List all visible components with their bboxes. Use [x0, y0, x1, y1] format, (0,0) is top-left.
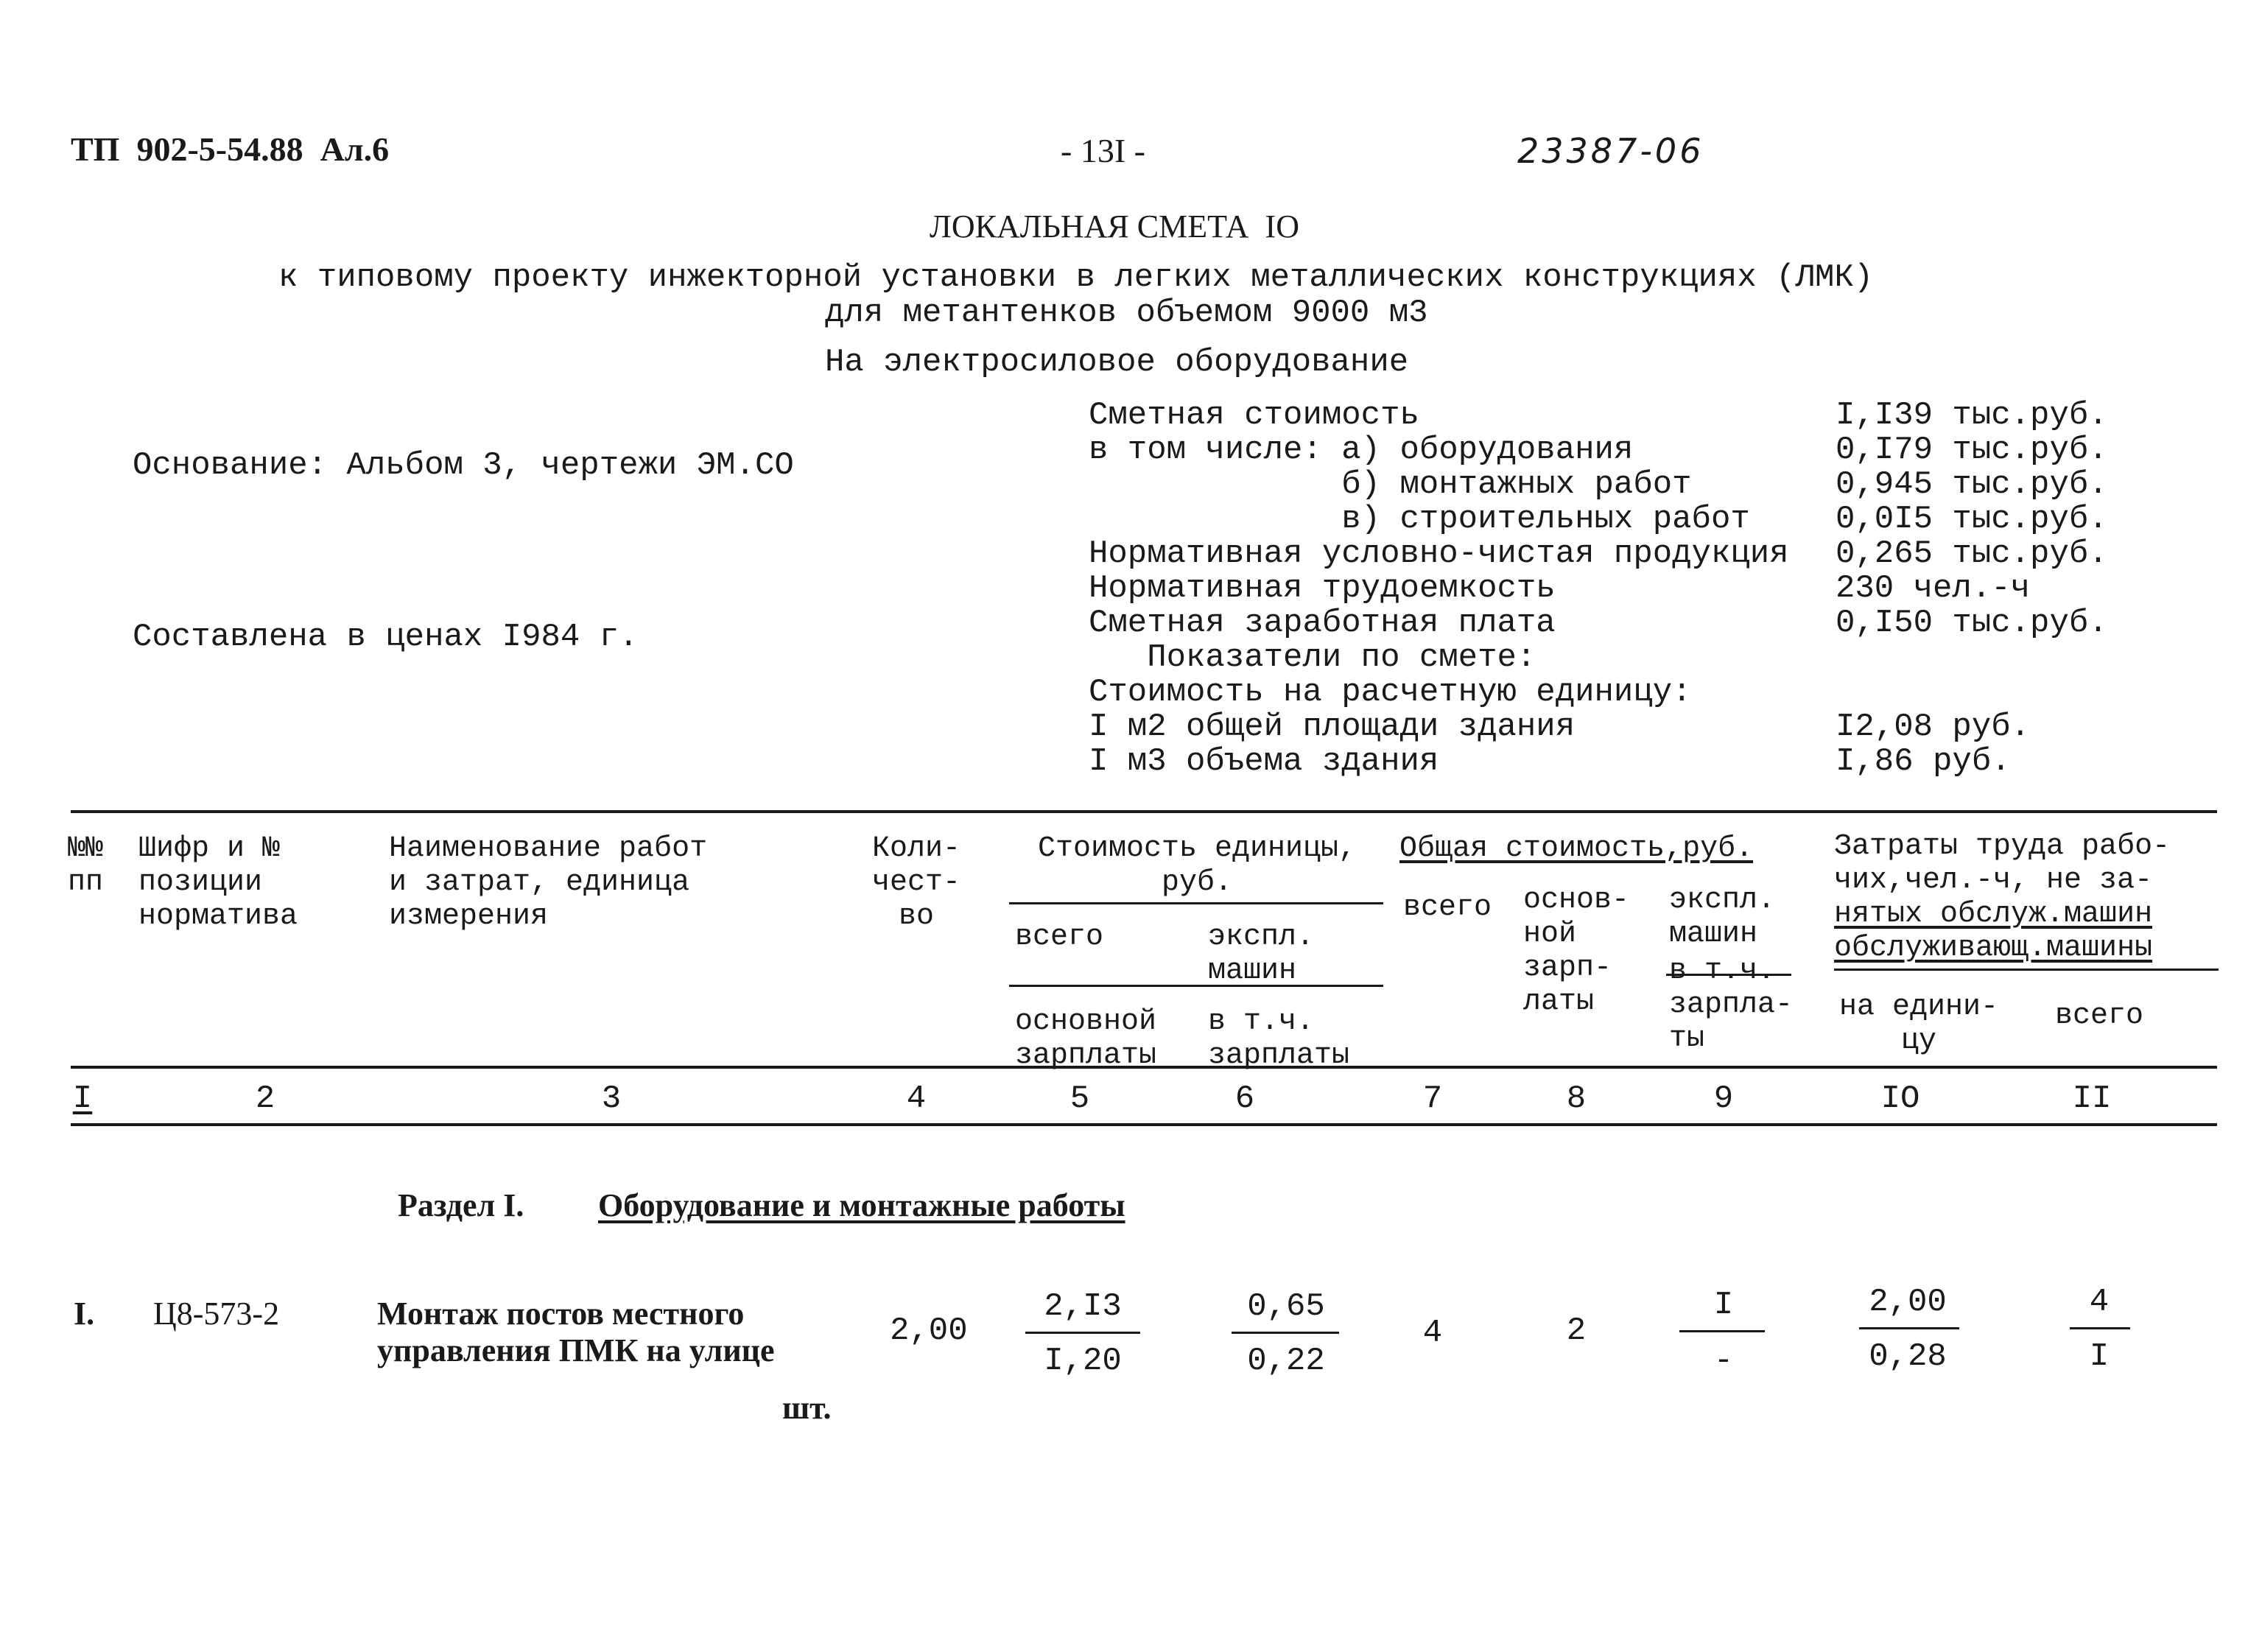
summary-label: в) строительных работ [1089, 501, 1750, 538]
summary-label: Сметная заработная плата [1089, 605, 1556, 642]
summary-value: I2,08 руб. [1836, 709, 2031, 745]
estimate-title: ЛОКАЛЬНАЯ СМЕТА IO [930, 208, 1299, 245]
column-number: 3 [601, 1080, 622, 1117]
sub-5-6-rule [1009, 985, 1383, 987]
row-col10-top: 2,00 [1869, 1284, 1947, 1321]
header-col8: основ- ной зарп- латы [1523, 884, 1630, 1019]
row-col11-divider [2070, 1327, 2130, 1329]
row-col11-top: 4 [2089, 1284, 2110, 1321]
header-group-5-6: Стоимость единицы, руб. [1037, 832, 1357, 899]
basis-text: Основание: Альбом 3, чертежи ЭМ.СО [133, 447, 794, 484]
summary-label: б) монтажных работ [1089, 466, 1692, 503]
summary-value: I,86 руб. [1836, 743, 2011, 780]
summary-value: 0,0I5 тыс.руб. [1836, 501, 2108, 538]
header-col2: Шифр и № позиции норматива [138, 832, 298, 933]
summary-label: Показатели по смете: [1089, 639, 1536, 676]
column-number: 5 [1069, 1080, 1090, 1117]
group-10-11-rule [1834, 969, 2219, 971]
row-col6-divider [1232, 1332, 1339, 1334]
header-col7: всего [1403, 891, 1492, 924]
colnum-bottom-rule [71, 1123, 2217, 1126]
column-number: 7 [1422, 1080, 1443, 1117]
page-number: - 13I - [1061, 132, 1145, 169]
header-col1: №№ пп [68, 832, 104, 899]
summary-label: I м2 общей площади здания [1089, 709, 1576, 745]
section-prefix: Раздел I. [398, 1187, 524, 1223]
row-col9-bottom: - [1713, 1343, 1734, 1379]
row-name-line-2: управления ПМК на улице [377, 1332, 775, 1368]
summary-value: I,I39 тыс.руб. [1836, 397, 2108, 434]
header-group-10-11-l4: обслуживающ.машины [1834, 932, 2153, 965]
row-quantity: 2,00 [890, 1312, 968, 1349]
summary-label: в том числе: а) оборудования [1089, 432, 1634, 468]
row-col11-bottom: I [2089, 1338, 2110, 1375]
title-line-2: для метантенков объемом 9000 м3 [825, 295, 1428, 331]
compiled-prices-text: Составлена в ценах I984 г. [133, 619, 639, 655]
header-group-10-11-l3: нятых обслуж.машин [1834, 898, 2153, 931]
row-col9-top: I [1713, 1287, 1734, 1324]
header-col6-bottom: в т.ч. зарплаты [1208, 1005, 1350, 1072]
summary-value: 0,I50 тыс.руб. [1836, 605, 2108, 642]
doc-code: ТП 902-5-54.88 Ал.6 [71, 130, 390, 168]
title-line-1: к типовому проекту инжекторной установки в легких металлических конструкциях (ЛМК) [278, 259, 1874, 296]
estimate-subject: На электросиловое оборудование [825, 344, 1409, 381]
row-col9-divider [1679, 1330, 1765, 1332]
column-number: 6 [1234, 1080, 1255, 1117]
header-col11: всего [2055, 999, 2144, 1033]
header-col5-top: всего [1015, 921, 1104, 954]
row-col8: 2 [1566, 1312, 1587, 1349]
row-unit: шт. [782, 1390, 832, 1426]
header-group-10-11-l1: Затраты труда рабо- [1834, 830, 2171, 863]
row-col6-bottom: 0,22 [1247, 1343, 1325, 1379]
header-group-7-9: Общая стоимость,руб. [1399, 832, 1754, 865]
summary-label: I м3 объема здания [1089, 743, 1439, 780]
column-number: II [2072, 1080, 2112, 1117]
column-number: 8 [1566, 1080, 1587, 1117]
row-col10-bottom: 0,28 [1869, 1338, 1947, 1375]
column-number: 4 [906, 1080, 927, 1117]
header-col5-bottom: основной зарплаты [1015, 1005, 1157, 1072]
table-top-rule [71, 810, 2217, 813]
column-number: 2 [255, 1080, 275, 1117]
row-number: I. [74, 1296, 95, 1332]
summary-label: Стоимость на расчетную единицу: [1089, 674, 1692, 711]
summary-value: 0,I79 тыс.руб. [1836, 432, 2108, 468]
header-group-10-11-l2: чих,чел.-ч, не за- [1834, 864, 2153, 897]
row-name-line-1: Монтаж постов местного [377, 1296, 745, 1332]
header-col6-top: экспл. машин [1208, 921, 1315, 988]
column-number: IO [1880, 1080, 1920, 1117]
summary-label: Сметная стоимость [1089, 397, 1419, 434]
header-col3: Наименование работ и затрат, единица измерения [389, 832, 708, 933]
row-col5-bottom: I,20 [1044, 1343, 1122, 1379]
section-title: Оборудование и монтажные работы [598, 1187, 1125, 1223]
inventory-number: 23387-06 [1517, 131, 1704, 171]
summary-label: Нормативная условно-чистая продукция [1089, 535, 1789, 572]
header-col4: Коли- чест- во [871, 832, 961, 933]
header-col9-bottom: в т.ч. зарпла- ты [1669, 955, 1794, 1055]
summary-label: Нормативная трудоемкость [1089, 570, 1556, 607]
row-col7: 4 [1422, 1315, 1443, 1352]
summary-value: 230 чел.-ч [1836, 570, 2031, 607]
row-col5-divider [1025, 1332, 1140, 1334]
header-col9-top: экспл. машин [1669, 884, 1776, 951]
row-col5-top: 2,I3 [1044, 1288, 1122, 1325]
row-col6-top: 0,65 [1247, 1288, 1325, 1325]
group-5-6-rule [1009, 902, 1383, 904]
column-number: 9 [1713, 1080, 1734, 1117]
header-col10: на едини- цу [1838, 991, 1999, 1058]
summary-value: 0,945 тыс.руб. [1836, 466, 2108, 503]
column-number: I [72, 1080, 93, 1117]
row-code: Ц8-573-2 [153, 1296, 280, 1332]
row-col10-divider [1859, 1327, 1959, 1329]
summary-value: 0,265 тыс.руб. [1836, 535, 2108, 572]
